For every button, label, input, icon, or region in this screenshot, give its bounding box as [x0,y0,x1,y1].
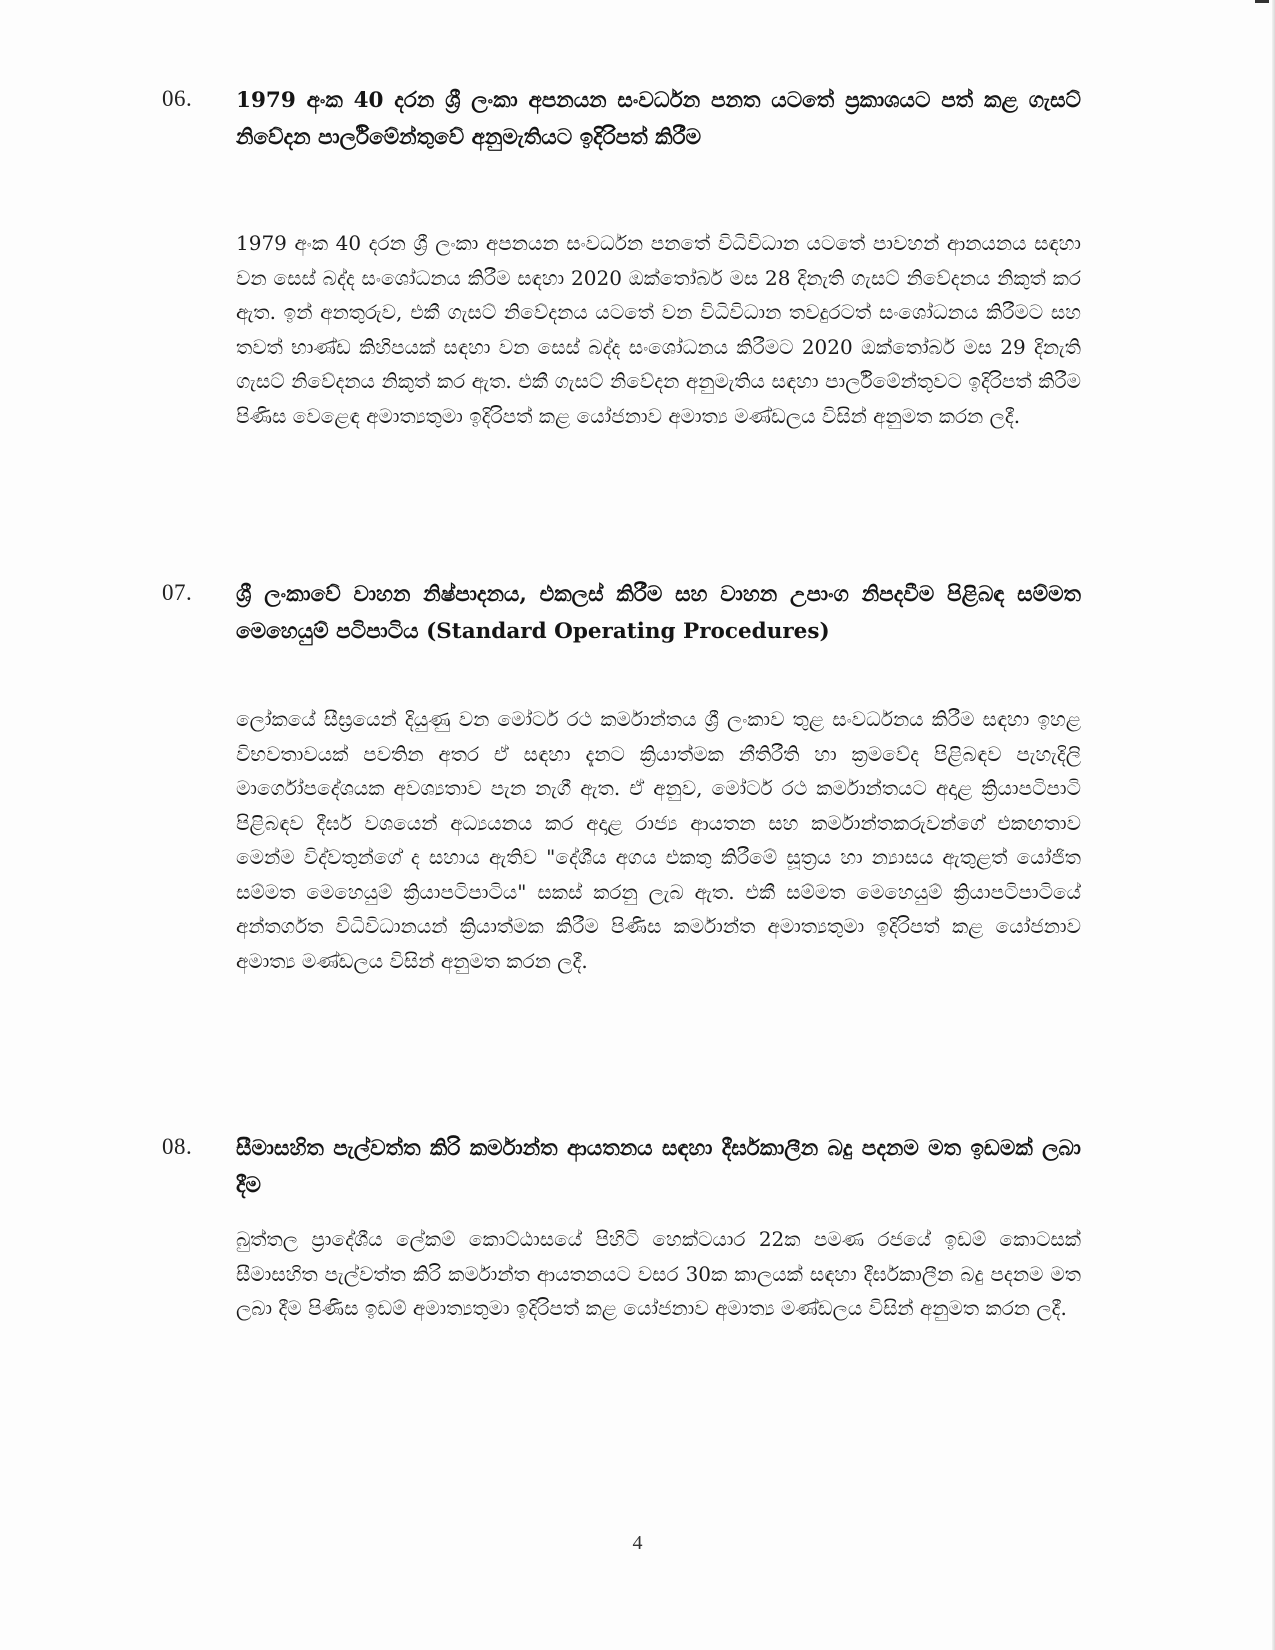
item-number: 08. [162,1134,193,1159]
item-title: ශ්‍රී ලංකාවේ වාහන නිෂ්පාදනය, එකලස් කිරීම සහ වාහන උපාංග නිපදවීම පිළිබඳ සම්මත මෙහෙයුම් පටිපාටිය (Standard Operating Procedures) [236,582,1081,644]
item-number: 07. [162,580,193,605]
item-body: බුත්තල ප්‍රාදේශීය ලේකම් කොට්ඨාසයේ පිහිටි හෙක්ටයාර 22ක පමණ රජයේ ඉඩම් කොටසක් සීමාසහිත පැල්වත්ත කිරි කර්මාන්ත ආයතනයට වසර 30ක කාලයක් සඳහා දීර්ඝකාලීන බදු පදනම මත ලබා දීම පිණිස ඉඩම් අමාත්‍යතුමා ඉදිරිපත් කළ යෝජනාව අමාත්‍ය මණ්ඩලය විසින් අනුමත කරන ලදී. [236,1227,1081,1320]
page-number: 4 [632,1532,643,1554]
item-body: ලෝකයේ සීඝ්‍රයෙන් දියුණු වන මෝටර් රථ කර්මාන්තය ශ්‍රී ලංකාව තුළ සංවර්ධනය කිරීම සඳහා ඉහළ විභවතාවයක් පවතින අතර ඒ සඳහා දැනට ක්‍රියාත්මක නීතිරීති හා ක්‍රමවේද පිළිබඳව පැහැදිලි මාර්ගෝපදේශයක අවශ්‍යතාව පැන නැගී ඇත. ඒ අනුව, මෝටර් රථ කර්මාන්තයට අදාළ ක්‍රියාපටිපාටි පිළිබඳව දීර්ඝ වශයෙන් අධ්‍යයනය කර අදාළ රාජ්‍ය ආයතන සහ කර්මාන්තකරුවන්ගේ එකඟතාව මෙන්ම විද්වතුන්ගේ ද සහාය ඇතිව "දේශීය අගය එකතු කිරීමේ සූත්‍රය හා න්‍යාසය ඇතුළත් යෝජිත සම්මත මෙහෙයුම් ක්‍රියාපටිපාටිය" සකස් කරනු ලැබ ඇත. එකී සම්මත මෙහෙයුම් ක්‍රියාපටිපාටියේ අන්තර්ගත විධිවිධානයන් ක්‍රියාත්මක කිරීම පිණිස කර්මාන්ත අමාත්‍යතුමා ඉදිරිපත් කළ යෝජනාව අමාත්‍ය මණ්ඩලය විසින් අනුමත කරන ලදී. [236,707,1081,973]
item-number: 06. [162,86,193,111]
scan-mark [1255,0,1269,3]
item-title: 1979 අංක 40 දරන ශ්‍රී ලංකා අපනයන සංවර්ධන පනත යටතේ ප්‍රකාශයට පත් කළ ගැසට් නිවේදන පාර්ලිමේන්තුවේ අනුමැතියට ඉදිරිපත් කිරීම [236,88,1081,150]
item-body: 1979 අංක 40 දරන ශ්‍රී ලංකා අපනයන සංවර්ධන පනතේ විධිවිධාන යටතේ පාවහන් ආනයනය සඳහා වන සෙස් බද්ද සංශෝධනය කිරීම සඳහා 2020 ඔක්තෝබර් මස 28 දිනැති ගැසට් නිවේදනය නිකුත් කර ඇත. ඉන් අනතුරුව, එකී ගැසට් නිවේදනය යටතේ වන විධිවිධාන තවදුරටත් සංශෝධනය කිරීමට සහ තවත් භාණ්ඩ කිහිපයක් සඳහා වන සෙස් බද්ද සංශෝධනය කිරීමට 2020 ඔක්තෝබර් මස 29 දිනැති ගැසට් නිවේදනය නිකුත් කර ඇත. එකී ගැසට් නිවේදන අනුමැතිය සඳහා පාර්ලිමේන්තුවට ඉදිරිපත් කිරීම පිණිස වෙළෙඳ අමාත්‍යතුමා ඉදිරිපත් කළ යෝජනාව අමාත්‍ය මණ්ඩලය විසින් අනුමත කරන ලදී. [236,231,1081,428]
item-title: සීමාසහිත පැල්වත්ත කිරි කර්මාන්ත ආයතනය සඳහා දීර්ඝකාලීන බදු පදනම මත ඉඩමක් ලබා දීම [236,1136,1081,1198]
